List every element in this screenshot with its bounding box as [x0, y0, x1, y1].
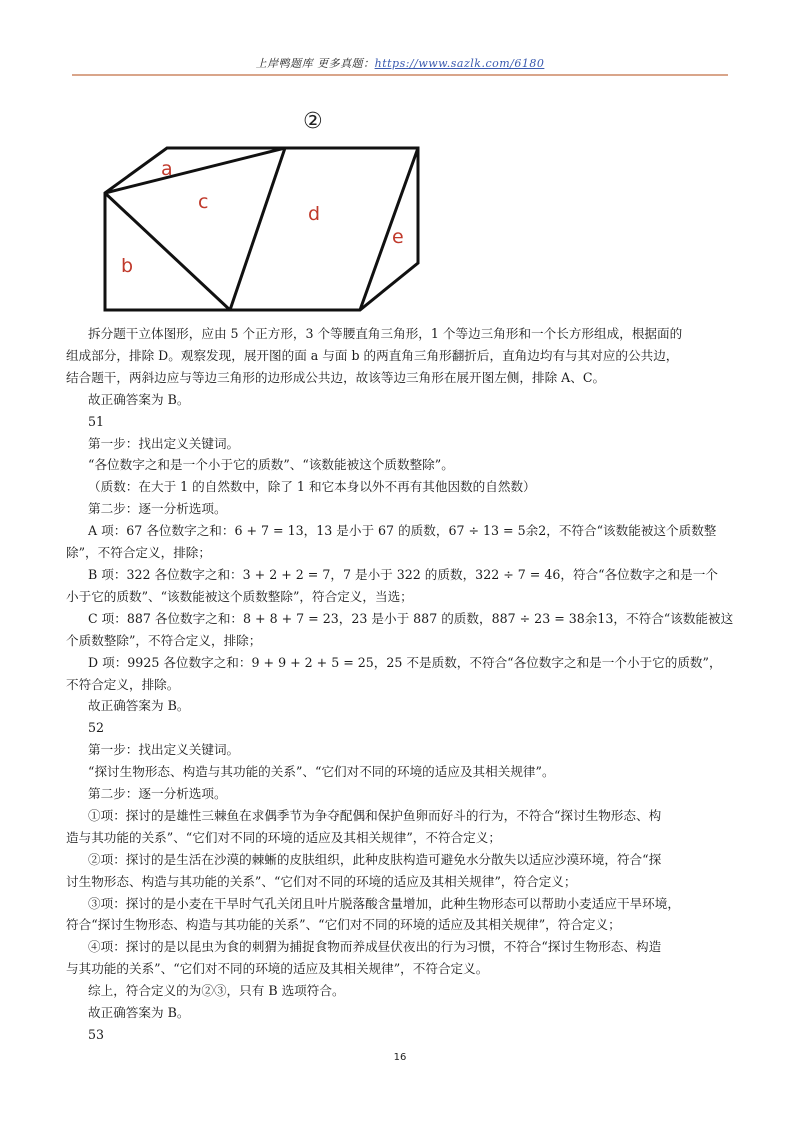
text-line: “探讨生物形态、构造与其功能的关系”、“它们对不同的环境的适应及其相关规律”。 — [88, 764, 555, 780]
text-line: 与其功能的关系”、“它们对不同的环境的适应及其相关规律”，不符合定义。 — [66, 961, 489, 977]
option-line: ③项：探讨的是小麦在干旱时气孔关闭且叶片脱落酸含量增加，此种生物形态可以帮助小麦适应干旱环境， — [88, 895, 680, 911]
question-number: 52 — [88, 720, 105, 736]
question-number: 51 — [88, 413, 105, 429]
text-line: 拆分题干立体图形，应由 5 个正方形，3 个等腰直角三角形，1 个等边三角形和一个长方形组成，根据面的 — [88, 326, 683, 341]
label-a: a — [161, 158, 173, 180]
step-heading: 第一步：找出定义关键词。 — [88, 435, 240, 451]
text-line: 符合“探讨生物形态、构造与其功能的关系”、“它们对不同的环境的适应及其相关规律”，符合定义； — [66, 917, 621, 933]
text-line: 个质数整除”，不符合定义，排除； — [66, 632, 262, 648]
label-c: c — [198, 191, 209, 213]
answer-line: 故正确答案为 B。 — [88, 1005, 190, 1021]
text-line: （质数：在大于 1 的自然数中，除了 1 和它本身以外不再有其他因数的自然数） — [88, 479, 536, 495]
text-line: 结合题干，两斜边应与等边三角形的边形成公共边，故该等边三角形在展开图左侧，排除 A、C。 — [66, 369, 606, 385]
answer-line: 故正确答案为 B。 — [88, 698, 190, 714]
header-site: 上岸鸭题库 — [255, 57, 314, 70]
text-line: 讨生物形态、构造与其功能的关系”、“它们对不同的环境的适应及其相关规律”，符合定义； — [66, 873, 577, 889]
edge-a-c — [105, 148, 285, 193]
text-line: 不符合定义，排除。 — [66, 676, 180, 692]
header-link[interactable]: https://www.sazlk.com/6180 — [374, 57, 545, 70]
text-line: 小于它的质数”、“该数能被这个质数整除”，符合定义，当选； — [66, 588, 413, 604]
summary-line: 综上，符合定义的为②③，只有 B 选项符合。 — [88, 983, 345, 999]
edge-b-c — [105, 193, 230, 310]
option-line: ④项：探讨的是以昆虫为食的刺猬为捕捉食物而养成昼伏夜出的行为习惯，不符合“探讨生物形态、构造 — [88, 939, 662, 955]
explanation-body — [66, 323, 750, 1046]
text-line: 造与其功能的关系”、“它们对不同的环境的适应及其相关规律”，不符合定义； — [66, 829, 501, 845]
answer-line: 故正确答案为 B。 — [88, 391, 190, 407]
step-heading: 第二步：逐一分析选项。 — [88, 501, 227, 517]
unfolded-figure — [95, 100, 440, 315]
page-number: 16 — [393, 1052, 407, 1063]
label-d: d — [308, 203, 321, 225]
step-heading: 第一步：找出定义关键词。 — [88, 742, 240, 758]
option-line: C 项：887 各位数字之和：8 + 8 + 7 = 23，23 是小于 887 的质数，887 ÷ 23 = 38余13，不符合“该数能被这 — [88, 610, 734, 626]
text-line: “各位数字之和是一个小于它的质数”、“该数能被这个质数整除”。 — [88, 457, 454, 473]
option-line: ①项：探讨的是雄性三棘鱼在求偶季节为争夺配偶和保护鱼卵而好斗的行为，不符合“探讨生物形态、构 — [88, 807, 662, 823]
text-line: 组成部分，排除 D。观察发现，展开图的面 a 与面 b 的两直角三角形翻折后，直角边均有与其对应的公共边， — [66, 347, 679, 363]
question-number: 53 — [88, 1027, 105, 1042]
option-line: D 项：9925 各位数字之和：9 + 9 + 2 + 5 = 25，25 不是质数，不符合“各位数字之和是一个小于它的质数”， — [88, 654, 722, 670]
label-e: e — [392, 226, 404, 248]
header-divider — [72, 74, 728, 76]
edge-c-d — [230, 148, 285, 310]
option-line: B 项：322 各位数字之和：3 + 2 + 2 = 7，7 是小于 322 的质数，322 ÷ 7 = 46，符合“各位数字之和是一个 — [88, 566, 718, 582]
option-line: ②项：探讨的是生活在沙漠的棘蜥的皮肤组织，此种皮肤构造可避免水分散失以适应沙漠环境，符合“探 — [88, 851, 662, 867]
step-heading: 第二步：逐一分析选项。 — [88, 786, 227, 802]
figure-marker: ② — [303, 109, 323, 134]
label-b: b — [121, 255, 134, 277]
figure-outline — [105, 148, 418, 310]
option-line: A 项：67 各位数字之和：6 + 7 = 13，13 是小于 67 的质数，67 ÷ 13 = 5余2，不符合“该数能被这个质数整 — [88, 523, 717, 539]
header-sep: 更多真题： — [313, 57, 375, 70]
page-header — [0, 55, 800, 71]
text-line: 除”，不符合定义，排除； — [66, 545, 211, 561]
